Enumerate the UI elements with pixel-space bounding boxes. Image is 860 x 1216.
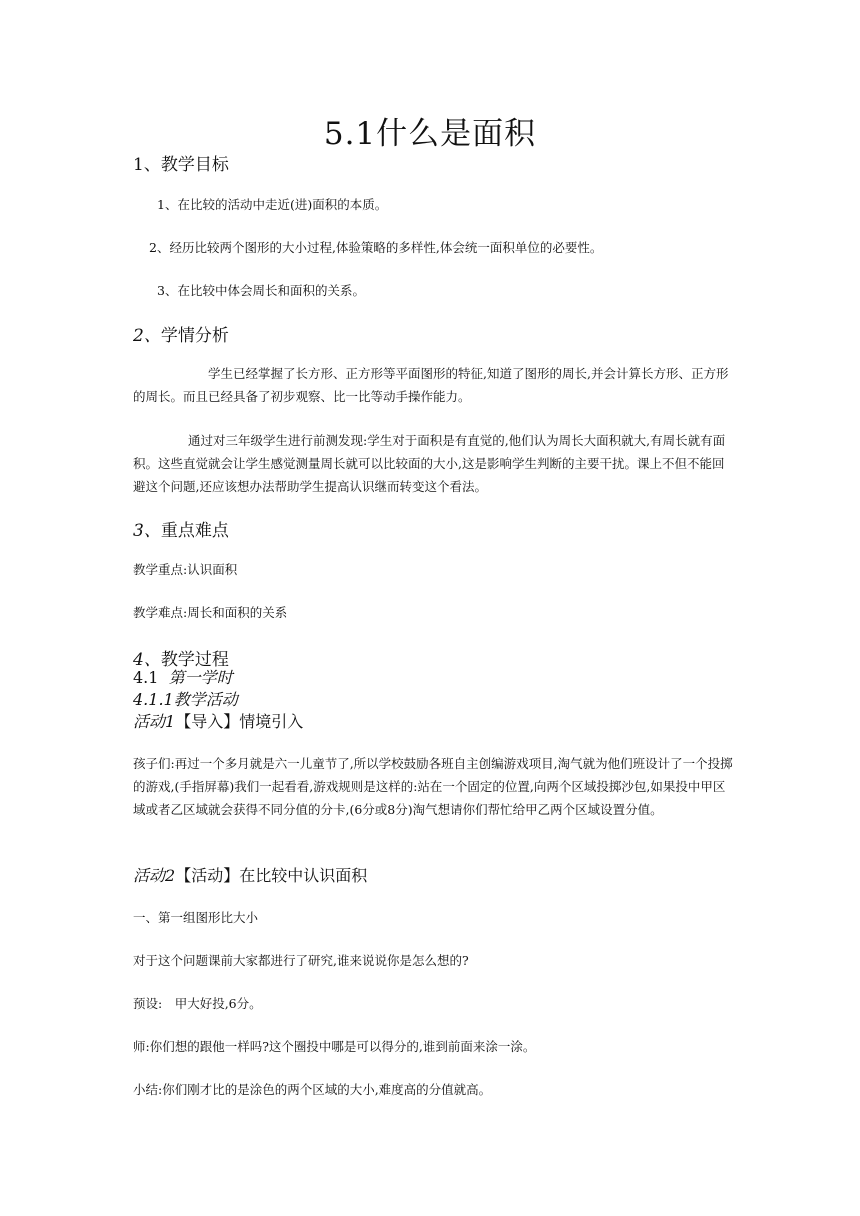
section-label: 教学目标 — [160, 155, 229, 175]
goal-item: 2、经历比较两个图形的大小过程,体验策略的多样性,体会统一面积单位的必要性。 — [149, 240, 603, 255]
section-label: 学情分析 — [160, 326, 229, 346]
section-heading-keypoints — [133, 516, 229, 541]
activity-1-number: 活动1 — [133, 712, 176, 731]
lesson-number: 4.1 — [133, 668, 159, 687]
lesson-label: 第一学时 — [168, 668, 233, 687]
page-title: 5.1什么是面积 — [323, 116, 537, 152]
activity-1-label: 【导入】情境引入 — [175, 712, 304, 731]
section-number: 4、 — [133, 650, 161, 670]
key-point: 教学重点:认识面积 — [133, 562, 238, 577]
activity-label: 教学活动 — [173, 690, 238, 709]
teacher-line: 师:你们想的跟他一样吗?这个圈投中哪是可以得分的,谁到前面来涂一涂。 — [133, 1039, 536, 1054]
section-heading-analysis — [133, 321, 229, 346]
activity-number: 4.1.1 — [133, 690, 174, 709]
question-text: 对于这个问题课前大家都进行了研究,谁来说说你是怎么想的? — [133, 953, 469, 968]
goal-item: 1、在比较的活动中走近(进)面积的本质。 — [157, 197, 388, 212]
summary-line: 小结:你们刚才比的是涂色的两个区域的大小,难度高的分值就高。 — [133, 1082, 492, 1097]
section-label: 教学过程 — [160, 650, 229, 670]
activity-2-label: 【活动】在比较中认识面积 — [175, 866, 368, 885]
lesson-heading — [133, 667, 233, 688]
activity-2-number: 活动2 — [133, 866, 176, 885]
section-number: 2、 — [133, 326, 161, 346]
section-number: 1、 — [133, 155, 161, 175]
activity-2-heading — [133, 865, 367, 886]
analysis-paragraph: 学生已经掌握了长方形、正方形等平面图形的特征,知道了图形的周长,并会计算长方形、正方形的周长。而且已经具备了初步观察、比一比等动手操作能力。 — [133, 366, 729, 404]
goal-item: 3、在比较中体会周长和面积的关系。 — [157, 283, 365, 298]
analysis-paragraph: 通过对三年级学生进行前测发现:学生对于面积是有直觉的,他们认为周长大面积就大,有周长就有面积。这些直觉就会让学生感觉测量周长就可以比较面的大小,这是影响学生判断的主要干扰。课上不但不能回避这个问题,还应该想办法帮助学生提高认识继而转变这个看法。 — [133, 433, 726, 494]
section-number: 3、 — [133, 521, 161, 541]
section-label: 重点难点 — [160, 521, 229, 541]
preset-answer: 预设: 甲大好投,6分。 — [133, 996, 262, 1011]
activity-heading — [133, 689, 238, 710]
group-1-heading: 一、第一组图形比大小 — [133, 910, 259, 925]
difficulty-point: 教学难点:周长和面积的关系 — [133, 605, 288, 620]
section-heading-goals — [133, 150, 229, 175]
activity-1-text: 孩子们:再过一个多月就是六一儿童节了,所以学校鼓励各班自主创编游戏项目,淘气就为他们班设计了一个投掷的游戏,(手指屏幕)我们一起看看,游戏规则是这样的:站在一个固定的位置,向两个区域投掷沙包,如果投中甲区域或者乙区域就会获得不同分值的分卡,(6分或8分)淘气想请你们帮忙给甲乙两个区域设置分值。 — [133, 756, 733, 817]
activity-1-heading — [133, 711, 303, 732]
